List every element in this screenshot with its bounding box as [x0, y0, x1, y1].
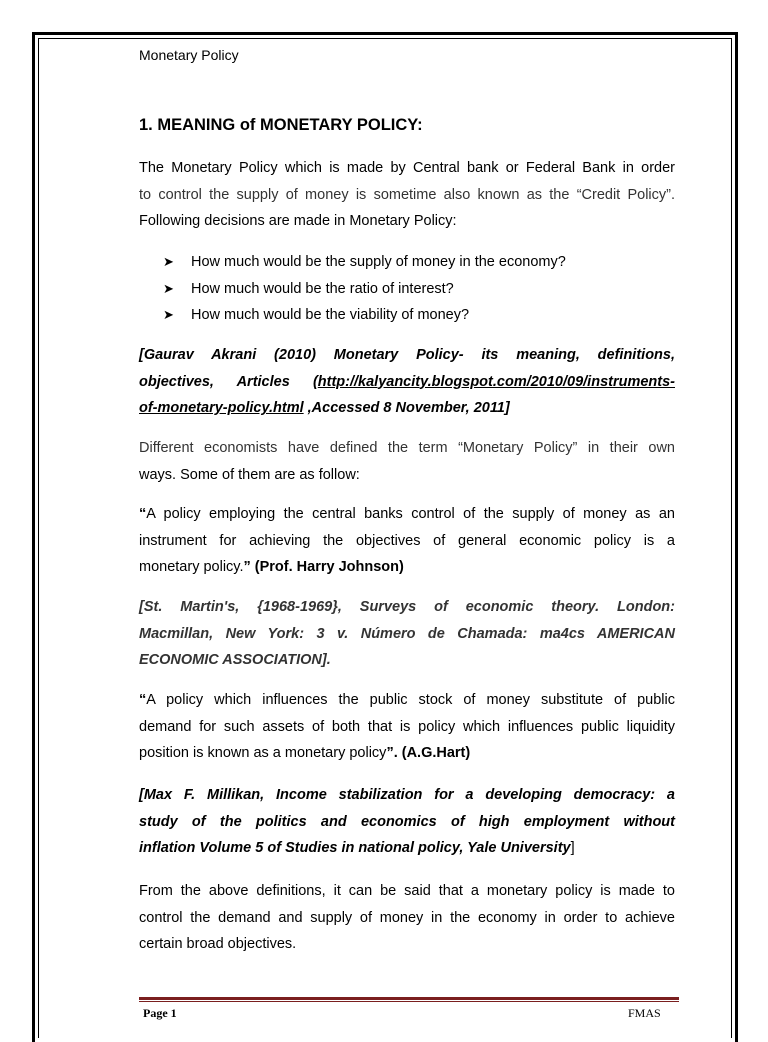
- hart-quote-line-1: [139, 687, 675, 714]
- citation-st-martins: [139, 594, 675, 674]
- footer-rule-thin: [139, 1001, 679, 1002]
- hart-quote-text-1: A policy which influences the public stock of money substitute of public: [146, 692, 675, 708]
- johnson-quote: [139, 501, 675, 581]
- arrowhead-bullet-icon: ➤: [163, 280, 174, 296]
- citation-akrani: [139, 342, 675, 422]
- quote-open-mark: “: [139, 692, 147, 708]
- citation-millikan-text-3: inflation Volume 5 of Studies in national policy, Yale University: [139, 840, 571, 856]
- hart-quote: [139, 687, 675, 767]
- hart-quote-line-3: [139, 740, 675, 767]
- citation-akrani-accessed: ,Accessed 8 November, 2011]: [303, 400, 510, 416]
- citation-millikan-line-3: [139, 835, 675, 862]
- list-item-text: How much would be the ratio of interest?: [191, 280, 454, 297]
- citation-link-part-1[interactable]: http://kalyancity.blogspot.com/2010/09/instruments-: [317, 373, 675, 390]
- hart-quote-line-2: demand for such assets of both that is policy which influences public liquidity: [139, 718, 675, 735]
- quote-close-mark: ”.: [386, 745, 398, 761]
- citation-millikan-line-2: study of the politics and economics of high employment without: [139, 813, 675, 830]
- list-item-text: How much would be the viability of money?: [191, 307, 470, 323]
- section-heading: 1. MEANING of MONETARY POLICY:: [139, 116, 423, 134]
- johnson-quote-text-3: monetary policy.: [139, 559, 244, 575]
- intro-paragraph: [139, 155, 675, 235]
- citation-link-part-2[interactable]: of-monetary-policy.html: [139, 400, 304, 416]
- conclusion-line-3: certain broad objectives.: [139, 936, 297, 952]
- list-item: [163, 302, 566, 329]
- citation-st-martins-line-1: [St. Martin's, {1968-1969}, Surveys of economic theory. London:: [139, 599, 675, 615]
- conclusion-line-2: control the demand and supply of money in the economy in order to achieve: [139, 909, 675, 926]
- hart-quote-text-3: position is known as a monetary policy: [139, 745, 387, 761]
- citation-akrani-prefix: objectives, Articles (: [139, 373, 318, 390]
- footer-page-number: Page 1: [143, 1006, 177, 1020]
- footer-author-label: FMAS: [628, 1006, 661, 1020]
- footer-rule: [139, 997, 679, 1000]
- citation-akrani-line-2: [139, 369, 675, 396]
- economists-line-2: ways. Some of them are as follow:: [139, 466, 360, 483]
- intro-line-3: Following decisions are made in Monetary Policy:: [139, 213, 457, 229]
- citation-millikan: [139, 782, 675, 862]
- citation-akrani-line-3: [139, 395, 675, 422]
- quote-author: (A.G.Hart): [397, 745, 471, 761]
- citation-millikan-line-1: [Max F. Millikan, Income stabilization for a developing democracy: a: [139, 787, 675, 803]
- johnson-quote-line-1: [139, 501, 675, 528]
- johnson-quote-line-3: [139, 554, 675, 581]
- intro-line-1: The Monetary Policy which is made by Central bank or Federal Bank in order: [139, 160, 675, 176]
- conclusion-paragraph: [139, 878, 675, 958]
- quote-author: (Prof. Harry Johnson): [250, 559, 404, 575]
- arrowhead-bullet-icon: ➤: [163, 254, 174, 269]
- arrowhead-bullet-icon: ➤: [163, 307, 174, 322]
- running-header: Monetary Policy: [139, 47, 239, 63]
- citation-millikan-close: ]: [570, 840, 575, 856]
- list-item: [163, 249, 566, 276]
- quote-close-mark: ”: [243, 559, 251, 575]
- citation-akrani-line-1: [Gaurav Akrani (2010) Monetary Policy- its meaning, definitions,: [139, 347, 675, 363]
- list-item: [163, 276, 566, 303]
- conclusion-line-1: From the above definitions, it can be said that a monetary policy is made to: [139, 883, 675, 899]
- citation-st-martins-line-2: Macmillan, New York: 3 v. Número de Chamada: ma4cs AMERICAN: [139, 625, 675, 642]
- economists-line-1: Different economists have defined the term “Monetary Policy” in their own: [139, 440, 675, 456]
- list-item-text: How much would be the supply of money in the economy?: [191, 254, 566, 270]
- johnson-quote-line-2: instrument for achieving the objectives of general economic policy is a: [139, 532, 675, 549]
- citation-st-martins-line-3: ECONOMIC ASSOCIATION].: [139, 652, 331, 668]
- intro-line-2: to control the supply of money is sometime also known as the “Credit Policy”.: [139, 186, 675, 203]
- decision-list: [163, 249, 566, 329]
- economists-paragraph: [139, 435, 675, 488]
- quote-open-mark: “: [139, 506, 147, 522]
- johnson-quote-text-1: A policy employing the central banks control of the supply of money as an: [146, 506, 675, 522]
